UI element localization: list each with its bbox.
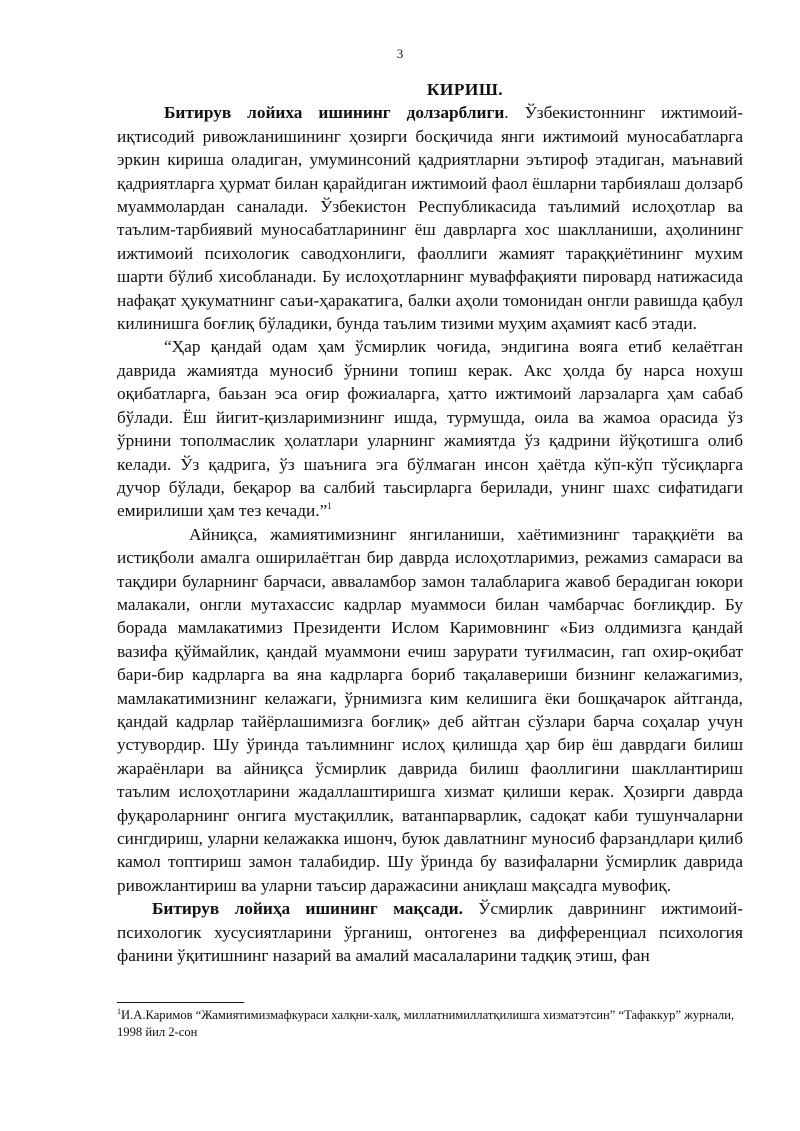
quote-text: “Ҳар қандай одам ҳам ўсмирлик чоғида, эндигина вояга етиб келаётган даврида жамиятда муносиб ўрнини топиш керак. Акс ҳолда бу нарса нохуш оқибатларга, баьзан эса оғир фожиаларга, ҳатто ижтимоий ларзаларга ҳам сабаб бўлади. Ёш йигит-қизларимизнинг ишда, турмушда, оила ва жамоа орасида ўз ўрнини тополмаслик ҳолатлари уларнинг жамиятда ўз қадрини йўқотишга олиб келади. Ўз қадрига, ўз шаънига эга бўлмаган инсон ҳаётда кўп-кўп тўсиқларга дучор бўлади, беқарор ва салбий таьсирларга берилади, унинг шахс сифатидаги емирилиши ҳам тез кечади.” <box>117 337 743 521</box>
page-number: 3 <box>396 46 404 61</box>
footnote <box>117 1007 743 1041</box>
paragraph-cadres <box>117 523 743 898</box>
paragraph-quote <box>117 335 743 522</box>
relevance-text: . Ўзбекистоннинг ижтимоий-иқтисодий ривожланишининг ҳозирги босқичида янги ижтимоий муносабатларга эркин кириша оладиган, умуминсоний қадриятларни эътироф этадиган, маънавий қадриятларга ҳурмат билан қарайдиган ижтимоий фаол ёшларни тарбиялаш долзарб муаммолардан саналади. Ўзбекистон Республикасида таълимий ислоҳотлар ва таълим-тарбиявий муносабатларининг ёш даврларга хос шаклланиши, аҳолининг ижтимоий психологик саводхонлиги, фаоллиги жамият тараққиётининг мухим шарти бўлиб хисобланади. Бу ислоҳотларнинг муваффақияти пировард натижасида нафақат ҳукуматнинг саъи-ҳаракатига, балки аҳоли томонидан онгли равишда қабул килинишга боғлиқ бўладики, бунда таълим тизими муҳим аҳамият касб этади. <box>117 103 743 334</box>
footnote-number: 1 <box>117 1006 121 1016</box>
relevance-heading: Битирув лойиха ишининг долзарблиги <box>164 103 505 123</box>
footnote-divider <box>117 1002 244 1003</box>
body-text <box>117 78 743 967</box>
goal-text: Ўсмирлик даврининг ижтимоий-психологик хусусиятларини ўрганиш, онтогенез ва дифференциал психология фанини ўқитишнинг назарий ва амалий масалаларини тадқиқ этиш, фан <box>117 899 743 966</box>
footnote-text: И.А.Каримов “Жамиятимизмафкураси халқни-халқ, миллатнимиллатқилишга хизматэтсин” “Тафаккур” журнали, 1998 йил 2-сон <box>117 1008 735 1039</box>
paragraph-goal <box>117 897 743 967</box>
footnote-reference: 1 <box>327 501 332 512</box>
goal-heading: Битирув лойиҳа ишининг мақсади. <box>152 899 463 919</box>
section-title: КИРИШ. <box>426 80 504 99</box>
paragraph-relevance <box>117 101 743 335</box>
cadres-text: Айниқса, жамиятимизнинг янгиланиши, хаётимизнинг тараққиёти ва истиқболи амалга оширилаётган бир даврда ислоҳотларимиз, режамиз самараси ва тақдири буларнинг барчаси, авваламбор замон талабларига жавоб берадиган юкори малакали, онгли мутахассис кадрлар муаммоси билан чамбарчас боғлиқдир. Бу борада мамлакатимиз Президенти Ислом Каримовнинг «Биз олдимизга қандай вазифа қўймайлик, қандай муаммони ечиш зарурати туғилмасин, гап охир-оқибат бари-бир кадрларга ва яна кадрларга бориб тақалавериши бизнинг келажагимиз, мамлакатимизнинг келажаги, ўрнимизга ким келишига ёки бошқачарок айтганда, қандай кадрлар тайёрлашимизга боғлиқ» деб айтган сўзлари барча соҳалар учун устувордир. Шу ўринда таълимнинг ислоҳ қилишда ҳар бир ёш даврдаги билиш жараёнлари ва айниқса ўсмирлик даврида билиш фаоллигини шакллантириш таълим ислоҳотларини жадаллаштиришга хизмат қилиши керак. Ҳозирги даврда фуқароларнинг онгига мустақиллик, ватанпарварлик, садоқат каби тушунчаларни сингдириш, уларни келажакка ишонч, буюк давлатнинг муносиб фарзандлари қилиб камол топтириш замон талабидир. Шу ўринда бу вазифаларни ўсмирлик даврида ривожлантириш ва уларни таъсир даражасини аниқлаш мақсадга мувофиқ. <box>117 524 743 895</box>
